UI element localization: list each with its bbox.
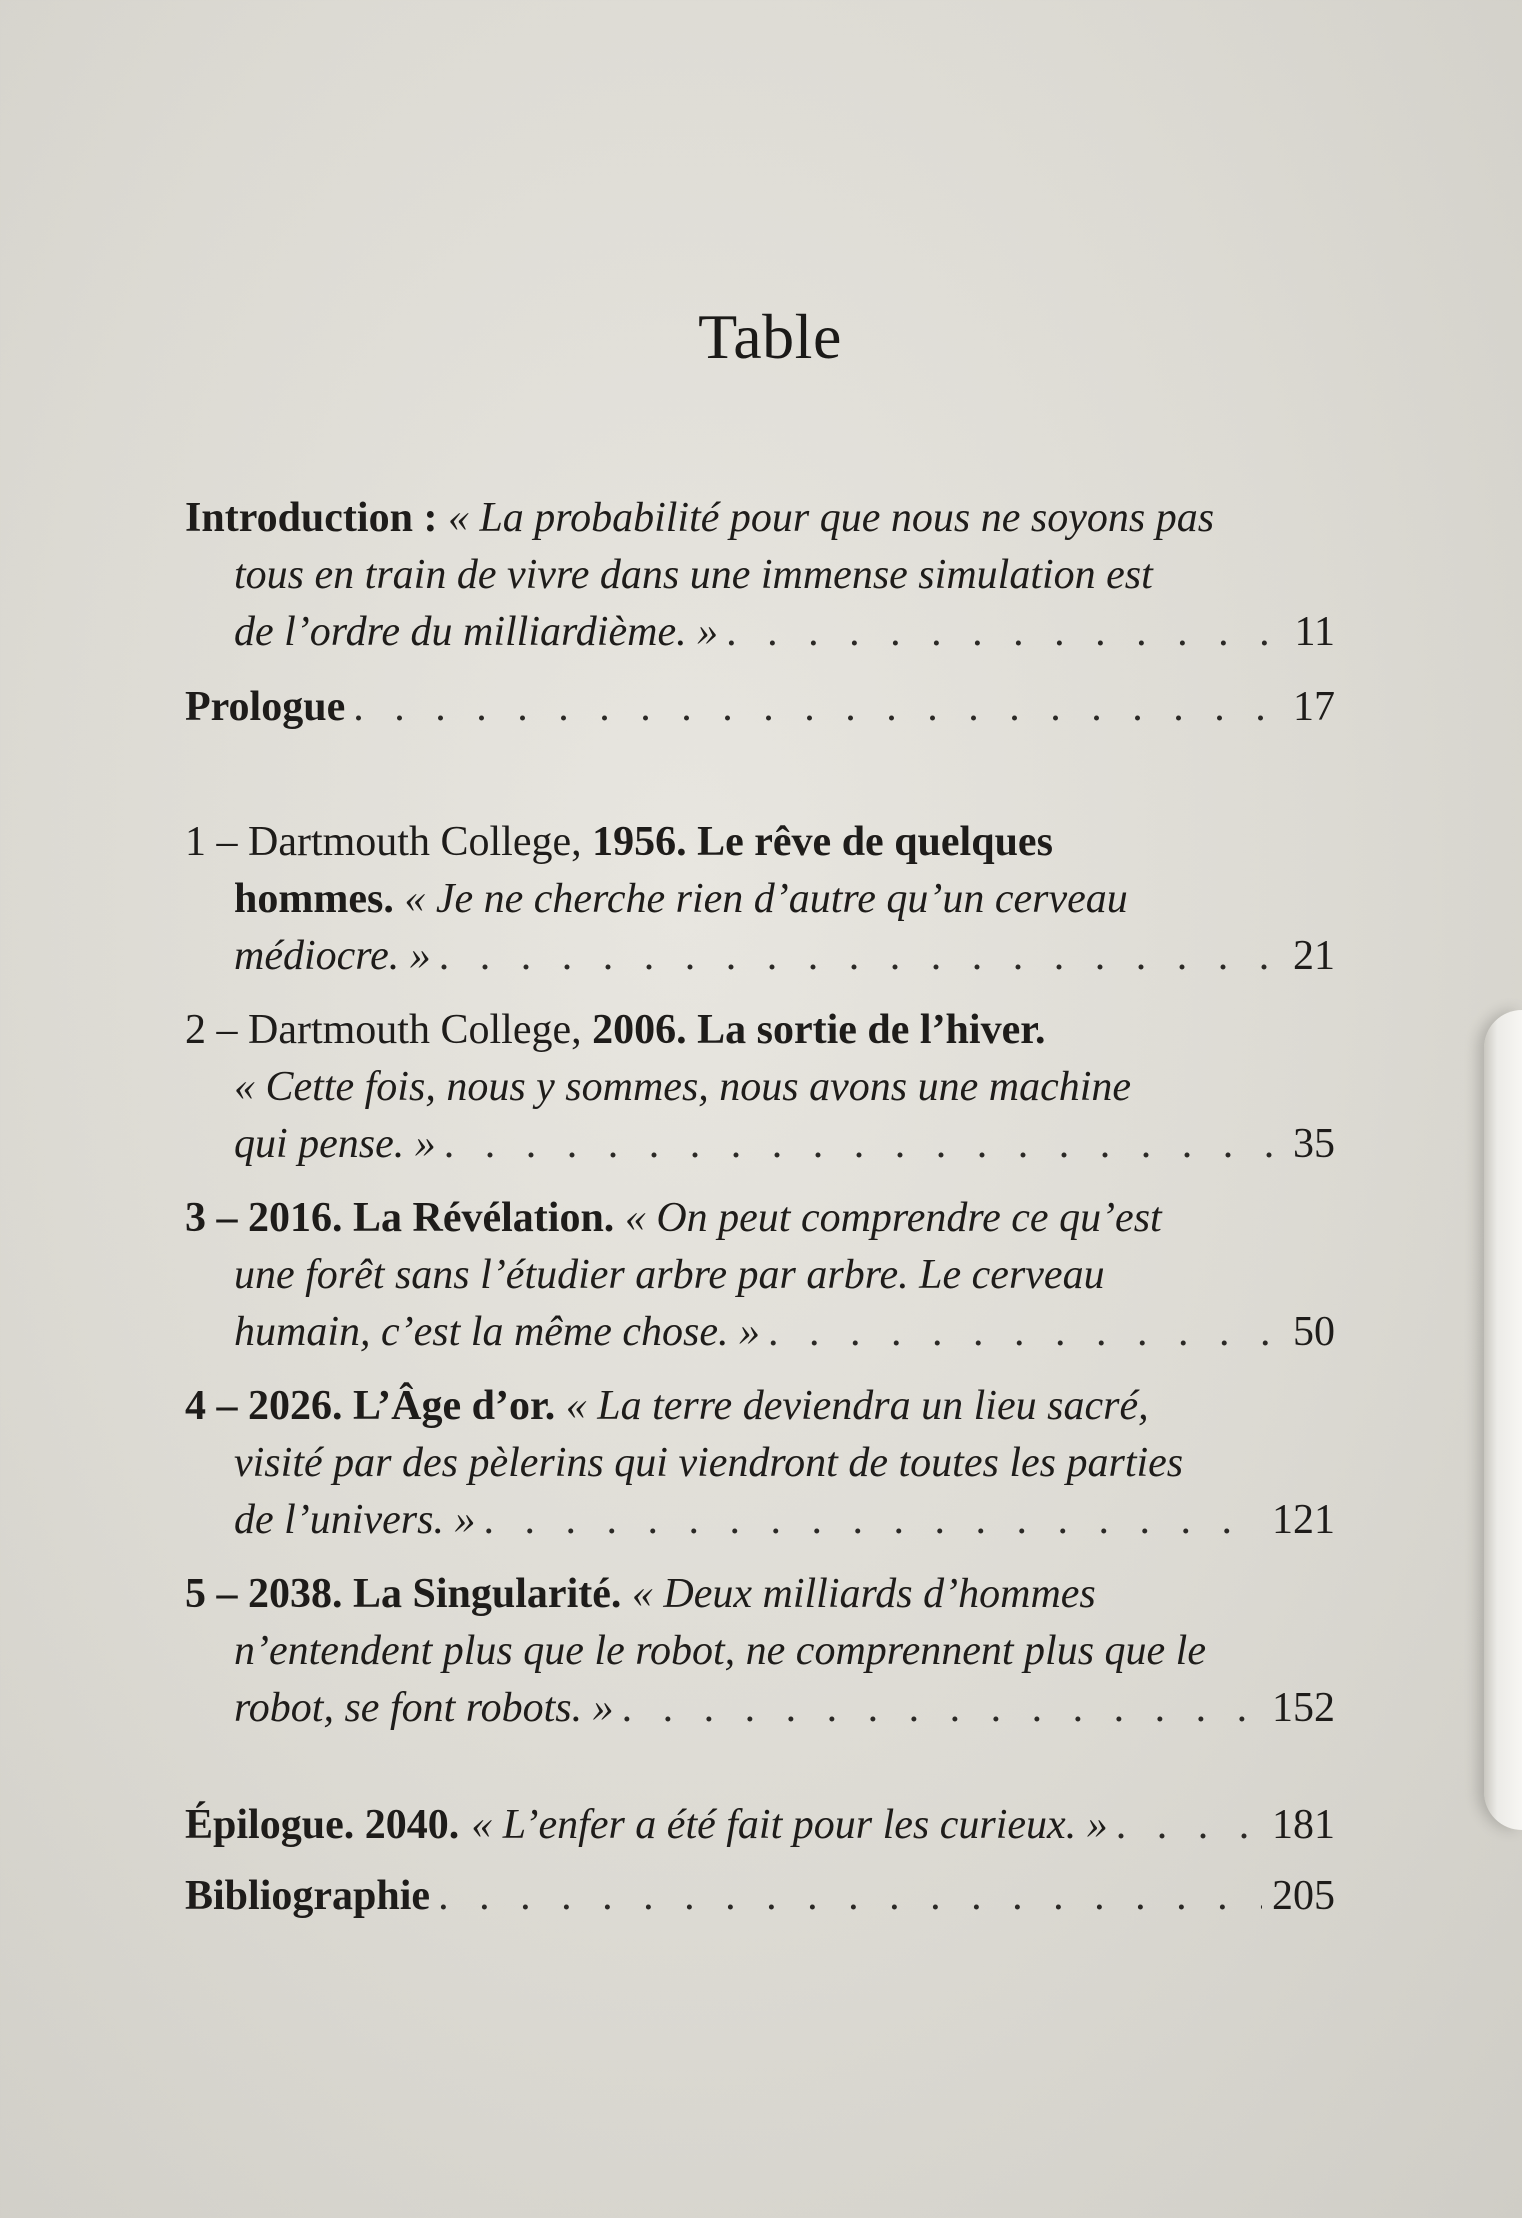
dot-leader — [1116, 1797, 1262, 1854]
entry-quote: « On peut comprendre ce qu’est — [624, 1195, 1162, 1241]
toc-entry-chapter-1 — [185, 814, 1335, 985]
page-number: 11 — [1294, 609, 1335, 655]
entry-label: Bibliographie — [185, 1873, 431, 1919]
page-number: 17 — [1293, 684, 1335, 730]
page-number: 205 — [1272, 1873, 1335, 1919]
entry-quote: « L’enfer a été fait pour les curieux. » — [471, 1802, 1108, 1848]
toc-entry-epilogue — [185, 1797, 1335, 1854]
table-of-contents — [185, 490, 1335, 1925]
page-number: 21 — [1293, 933, 1335, 979]
dot-leader — [353, 679, 1277, 736]
toc-entry-bibliography — [185, 1868, 1335, 1925]
entry-quote: de l’ordre du milliardième. » — [234, 609, 719, 655]
entry-quote: une forêt sans l’étudier arbre par arbre. Le cerveau — [234, 1252, 1105, 1298]
page-number: 152 — [1272, 1685, 1335, 1731]
entry-quote: qui pense. » — [234, 1121, 436, 1167]
page-number: 181 — [1272, 1802, 1335, 1848]
chapter-title: 5 – 2038. La Singularité. — [185, 1571, 622, 1617]
entry-quote: robot, se font robots. » — [234, 1685, 614, 1731]
toc-entry-chapter-4 — [185, 1378, 1335, 1549]
page-number: 121 — [1272, 1497, 1335, 1543]
dot-leader — [483, 1492, 1262, 1549]
page-number: 35 — [1293, 1121, 1335, 1167]
chapter-number: 1 – Dartmouth College, — [185, 819, 582, 865]
entry-label: Introduction : — [185, 495, 438, 541]
page-title: Table — [698, 301, 842, 372]
entry-quote: « Cette fois, nous y sommes, nous avons une machine — [234, 1064, 1132, 1110]
entry-quote: de l’univers. » — [234, 1497, 476, 1543]
chapter-title: hommes. — [234, 876, 394, 922]
entry-quote: humain, c’est la même chose. » — [234, 1309, 761, 1355]
dot-leader — [726, 604, 1277, 661]
entry-quote: « Je ne cherche rien d’autre qu’un cerveau — [404, 876, 1128, 922]
chapter-title: 2006. La sortie de l’hiver. — [592, 1007, 1046, 1053]
chapter-title: 1956. Le rêve de quelques — [592, 819, 1053, 865]
dot-leader — [622, 1680, 1262, 1737]
entry-quote: « Deux milliards d’hommes — [631, 1571, 1096, 1617]
dot-leader — [444, 1116, 1277, 1173]
dot-leader — [439, 928, 1277, 985]
entry-label: Prologue — [185, 684, 346, 730]
entry-label: Épilogue. 2040. — [185, 1802, 460, 1848]
chapter-title: 3 – 2016. La Révélation. — [185, 1195, 615, 1241]
page-edge-shadow — [1484, 1010, 1522, 1830]
toc-entry-chapter-2 — [185, 1002, 1335, 1173]
entry-quote: « La probabilité pour que nous ne soyons pas — [447, 495, 1215, 541]
toc-entry-chapter-3 — [185, 1190, 1335, 1361]
dot-leader — [768, 1304, 1277, 1361]
entry-quote: visité par des pèlerins qui viendront de toutes les parties — [234, 1440, 1184, 1486]
entry-quote: tous en train de vivre dans une immense simulation est — [234, 552, 1153, 598]
entry-quote: médiocre. » — [234, 933, 431, 979]
chapter-title: 4 – 2026. L’Âge d’or. — [185, 1383, 556, 1429]
entry-quote: « La terre deviendra un lieu sacré, — [565, 1383, 1149, 1429]
dot-leader — [438, 1868, 1262, 1925]
entry-quote: n’entendent plus que le robot, ne comprennent plus que le — [234, 1628, 1206, 1674]
toc-entry-chapter-5 — [185, 1566, 1335, 1737]
toc-entry-prologue — [185, 679, 1335, 736]
chapter-number: 2 – Dartmouth College, — [185, 1007, 582, 1053]
toc-entry-introduction — [185, 490, 1335, 661]
page-number: 50 — [1293, 1309, 1335, 1355]
